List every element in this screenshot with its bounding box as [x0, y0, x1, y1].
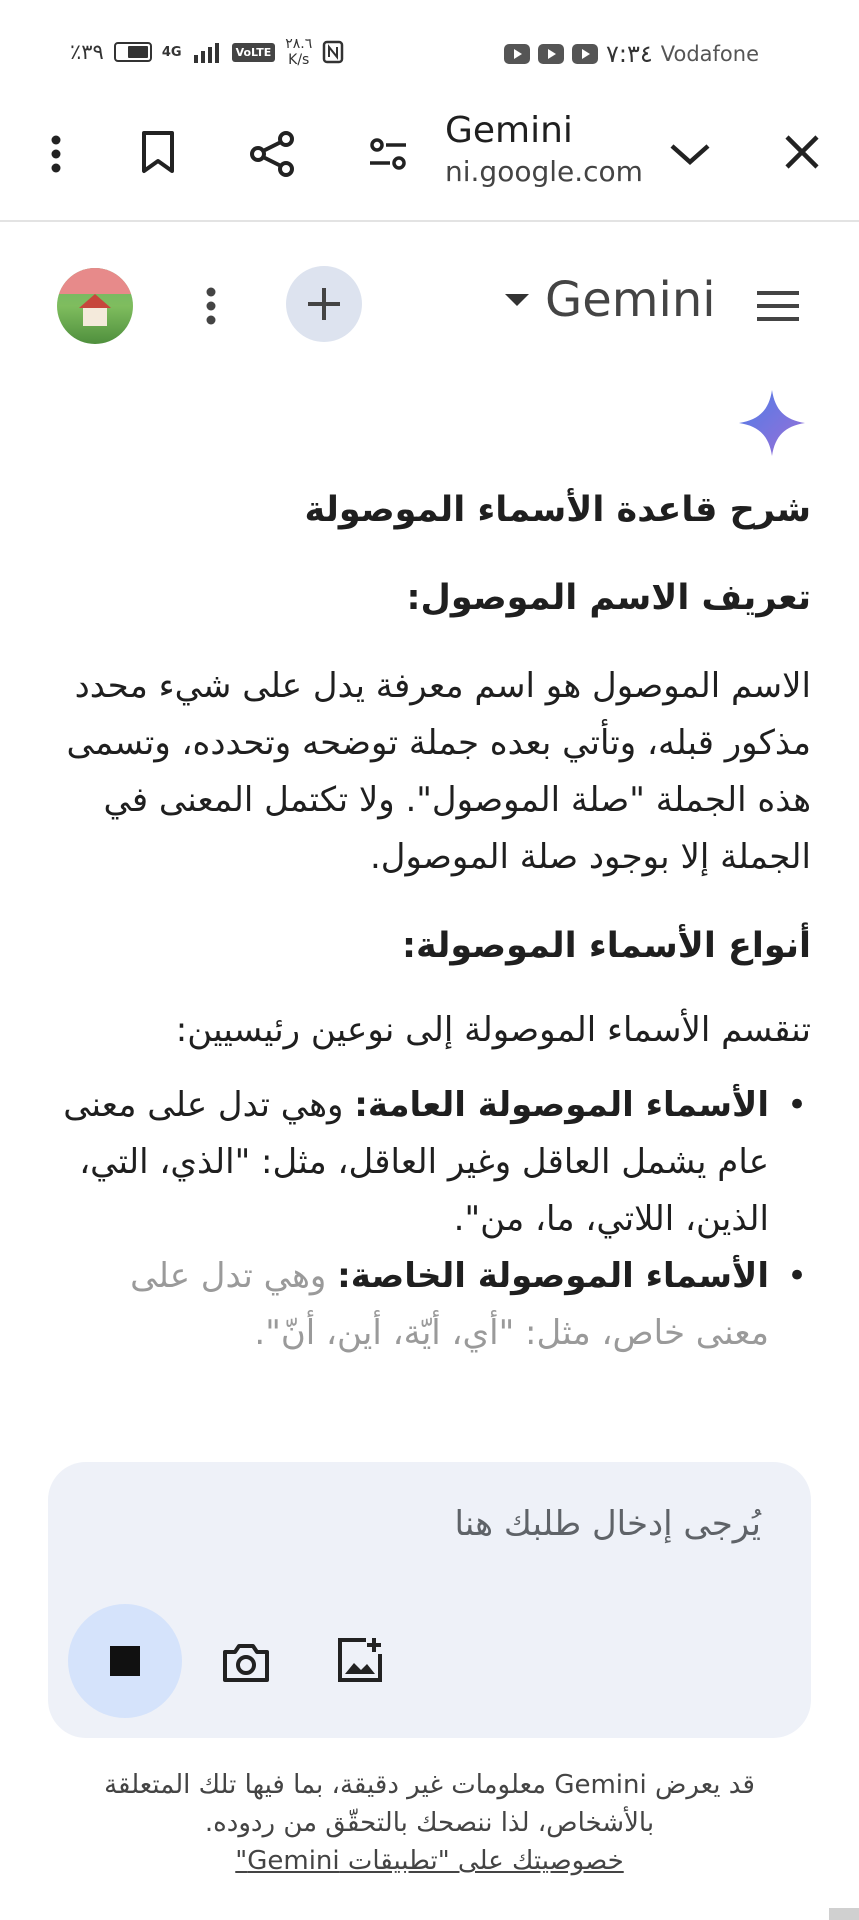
more-vert-icon — [50, 134, 62, 174]
gemini-more-button[interactable] — [196, 280, 226, 332]
add-image-icon — [336, 1636, 384, 1684]
list-item: • الأسماء الموصولة الخاصة: وهي تدل على معنى خاص، مثل: "أي، أيّة، أين، أنّ". — [60, 1248, 811, 1362]
chevron-down-icon — [668, 140, 712, 168]
carrier-name: Vodafone — [660, 42, 759, 66]
expand-button[interactable] — [664, 128, 716, 180]
more-vert-icon — [205, 286, 217, 326]
prompt-input[interactable]: يُرجى إدخال طلبك هنا — [454, 1504, 761, 1544]
site-settings-button[interactable] — [362, 128, 414, 180]
add-image-button[interactable] — [332, 1632, 388, 1688]
youtube-icon — [538, 44, 564, 64]
response-content — [60, 480, 811, 1362]
network-type: 4G — [161, 44, 182, 60]
list-item: • الأسماء الموصولة العامة: وهي تدل على معنى عام يشمل العاقل وغير العاقل، مثل: "الذي، التي، الذين، اللاتي، ما، من". — [60, 1077, 811, 1248]
tune-icon — [368, 136, 408, 172]
gemini-sparkle-icon — [737, 388, 807, 458]
response-heading: شرح قاعدة الأسماء الموصولة — [304, 490, 811, 530]
stop-icon — [110, 1646, 140, 1676]
disclaimer — [60, 1766, 799, 1880]
youtube-icon — [572, 44, 598, 64]
scroll-indicator — [829, 1908, 859, 1920]
gemini-title: Gemini — [545, 272, 716, 328]
camera-icon — [221, 1640, 271, 1684]
status-bar — [0, 0, 859, 100]
privacy-link[interactable]: خصوصيتك على "تطبيقات Gemini" — [235, 1846, 624, 1876]
types-intro: تنقسم الأسماء الموصولة إلى نوعين رئيسيين: — [175, 1010, 811, 1050]
avatar[interactable] — [57, 268, 133, 344]
bookmark-button[interactable] — [132, 126, 184, 178]
battery-icon — [114, 42, 152, 62]
caret-down-icon — [505, 294, 529, 306]
prompt-input-box[interactable] — [48, 1462, 811, 1738]
youtube-icon — [504, 44, 530, 64]
browser-toolbar — [0, 100, 859, 222]
definition-text: الاسم الموصول هو اسم معرفة يدل على شيء محدد مذكور قبله، وتأتي بعده جملة توضحه وتحدده، وتسمى هذه الجملة "صلة الموصول". ولا تكتمل المعنى في الجملة إلا بوجود صلة الموصول. — [66, 666, 811, 877]
browser-url: ni.google.com — [445, 155, 643, 188]
menu-button[interactable] — [752, 280, 804, 332]
more-options-button[interactable] — [30, 128, 82, 180]
signal-icon — [192, 41, 222, 63]
share-icon — [248, 130, 296, 178]
menu-icon — [755, 289, 801, 323]
stop-button[interactable] — [68, 1604, 182, 1718]
types-list — [60, 1077, 811, 1362]
plus-icon — [305, 285, 343, 323]
status-left — [70, 36, 344, 68]
browser-page-title: Gemini — [445, 110, 573, 151]
status-right — [504, 40, 759, 68]
types-heading: أنواع الأسماء الموصولة: — [401, 926, 811, 966]
close-icon — [783, 133, 821, 171]
disclaimer-text: قد يعرض Gemini معلومات غير دقيقة، بما فيها تلك المتعلقة بالأشخاص، لذا ننصحك بالتحقّق من ردوده. — [104, 1770, 755, 1838]
new-chat-button[interactable] — [286, 266, 362, 342]
volte-badge: VoLTE — [232, 43, 276, 62]
network-speed: ٢٨.٦ K/s — [285, 36, 313, 68]
bookmark-icon — [140, 130, 176, 174]
nfc-icon — [322, 40, 344, 64]
definition-heading: تعريف الاسم الموصول: — [406, 578, 811, 618]
model-selector[interactable] — [505, 272, 716, 328]
clock: ٧:٣٤ — [605, 40, 653, 68]
browser-title-area[interactable] — [445, 110, 660, 188]
share-button[interactable] — [244, 126, 300, 182]
camera-button[interactable] — [218, 1634, 274, 1690]
close-tab-button[interactable] — [776, 126, 828, 178]
battery-percent: ٪٣٩ — [70, 40, 104, 64]
